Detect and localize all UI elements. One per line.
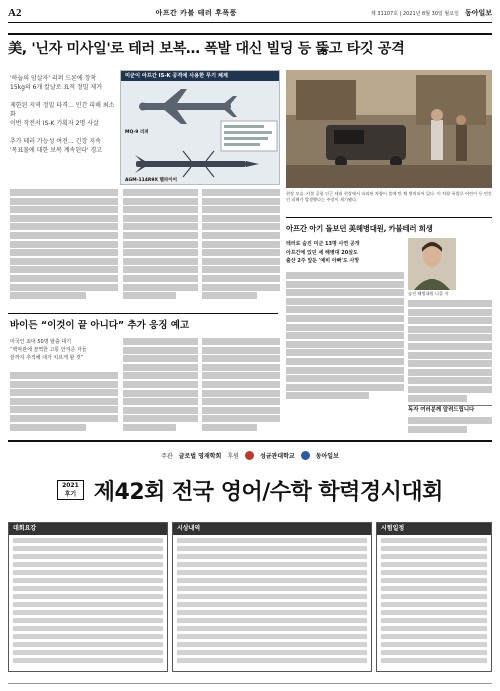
ad-sponsor-university: 성균관대학교 <box>259 452 295 460</box>
section-title: 아프간 카불 테러 후폭풍 <box>155 9 237 17</box>
biden-body-col2 <box>123 338 198 436</box>
marine-subheads: 테러로 숨진 미군 13명 사연 공개 아프간에 있던 세 해병대 20살도 출산 2주 앞둔 '예비 아빠'도 사망 <box>286 241 360 264</box>
marine-body-col1 <box>286 272 404 402</box>
graphic-row-1: MQ-9 리퍼 <box>125 130 149 135</box>
newspaper-logo-icon <box>301 451 310 460</box>
main-subheads: '하늘의 암살자' 리퍼 드론에 장착 15kg의 6개 칼날로 표적 정밀 제거 제한된 지역 정밀 타격… 민간 피해 최소화 이번 작전서 IS-K 기획자 2명 사살 추가 테러 가능성 여전… 긴장 지속 '목표물에 대한 보복 계속된다' 경고 <box>10 75 115 154</box>
notice-body <box>408 417 492 437</box>
marine-body-col2 <box>408 300 492 402</box>
university-seal-icon <box>245 451 254 460</box>
blast-photo-caption: 현장 모습. 카불 공항 인근 테러 현장에서 파괴된 차량이 불에 탄 채 방치되어 있다. 이 차량 폭발로 어린이 등 민간인 피해가 발생했다는 주장이 제기됐다. <box>286 191 492 202</box>
issue-meta: 제 31107호 | 2021년 8월 30일 월요일 <box>370 10 459 17</box>
ad-box-schedule-title: 시험일정 <box>377 523 491 535</box>
biden-headline: 바이든 “이것이 끝 아니다” 추가 응징 예고 <box>10 320 190 331</box>
newspaper-brand: 동아일보 <box>464 8 492 17</box>
ad-sponsors <box>8 448 492 462</box>
ad-box-schedule <box>376 522 492 672</box>
blast-site-photo <box>286 70 492 188</box>
marine-photo-caption: 숨진 해병대원 니콜 지 <box>408 291 449 296</box>
contest-advertisement <box>8 440 492 680</box>
notice-title: 독자 여러분께 알려드립니다 <box>408 407 475 413</box>
ad-box-guidelines-title: 대회요강 <box>9 523 167 535</box>
graphic-title: 미군이 아프간 IS-K 공격에 사용한 무기 체계 <box>121 71 280 81</box>
ad-box-guidelines <box>8 522 168 672</box>
ad-host-label: 주관 <box>161 452 173 460</box>
biden-body-col3 <box>202 338 280 436</box>
ad-host-org: 글로벌 영재학회 <box>178 452 222 460</box>
ad-box-awards-title: 시상내역 <box>173 523 371 535</box>
biden-body-col1 <box>10 372 118 436</box>
headline-rule <box>8 33 492 35</box>
marine-portrait <box>408 238 456 290</box>
graphic-row-2: AGM-114R9X 헬파이어 <box>125 178 177 183</box>
header-rule <box>8 22 492 23</box>
main-body-col3 <box>202 189 280 309</box>
ad-box-awards <box>172 522 372 672</box>
ad-badge <box>57 480 84 500</box>
main-body-col2 <box>123 189 198 309</box>
main-body-col1 <box>10 189 118 309</box>
weapon-graphic <box>120 70 280 185</box>
page-bottom-rule <box>8 683 492 684</box>
ad-badge-term: 후기 <box>64 491 77 498</box>
page-number: A2 <box>8 7 22 19</box>
right-story-divider <box>286 217 492 218</box>
ad-title-row <box>8 472 492 508</box>
page-header <box>8 6 492 20</box>
main-headline: 美, '닌자 미사일'로 테러 보복… 폭발 대신 빌딩 등 뚫고 타깃 공격 <box>8 41 405 57</box>
ad-title: 제42회 전국 영어/수학 학력경시대회 <box>93 479 443 505</box>
biden-subheads: 미국인 최대 50명 탈출 대기 “백악관에 끔찍한 고통 안겨준 자들 끝까지 추적해 대가 치르게 할 것” <box>10 339 87 361</box>
marine-headline: 아프간 아기 돌보던 美해병대원, 카불테러 희생 <box>286 224 433 233</box>
ad-sponsor-label: 후원 <box>227 452 239 460</box>
ad-badge-year: 2021 <box>62 482 79 489</box>
ad-sponsor-paper: 동아일보 <box>315 452 339 460</box>
story-divider <box>8 313 278 314</box>
